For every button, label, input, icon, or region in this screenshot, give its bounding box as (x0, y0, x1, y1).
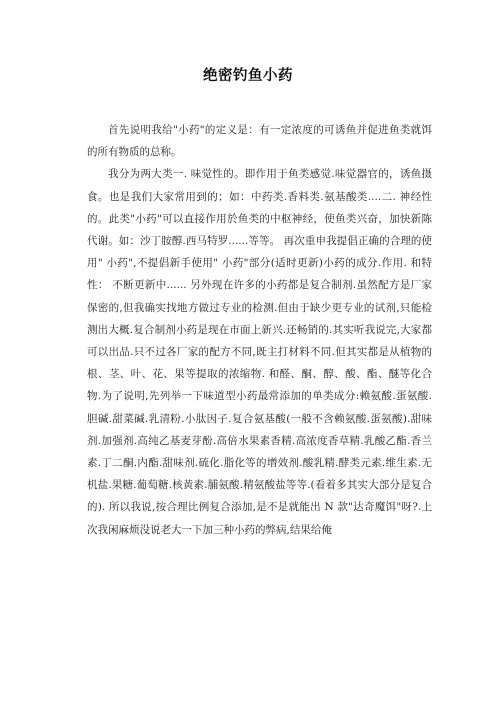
paragraph-definition: 首先说明我给"小药"的定义是：有一定浓度的可诱鱼并促进鱼类就饵的所有物质的总称。 (87, 124, 432, 159)
document-body (87, 119, 432, 541)
document-title: 绝密钓鱼小药 (203, 68, 293, 84)
paragraph-categories: 我分为两大类一. 味觉性的。即作用于鱼类感觉.味觉器官的，诱鱼摄食。也是我们大家常用到的；如：中药类.香料类.氨基酸类....二. 神经性的。此类"小药"可以直接作用於鱼类的中枢神经，使鱼类兴奋，加快新陈代谢。如：沙丁胺醇.西马特罗......等等。 再次重申我提倡正确的合理的使用" 小药",不提倡新手使用" 小药"部分(适时更新)小药的成分.作用. 和特性： 不断更新中...... 另外现在许多的小药都是复合制剂.虽然配方是厂家保密的,但我确实找地方做过专业的检测.但由于缺少更专业的试剂,只能检测出大概.复合制剂小药是现在市面上新兴.还畅销的.其实听我说完,大家都可以出品.只不过各厂家的配方不同,既主打材料不同.但其实都是从植物的根、茎、叶、花、果等提取的浓缩物. 和醛、酮、醇、酸、酯、醚等化合物.为了说明,先列举一下味道型小药最常添加的单类成分:赖氨酸.蛋氨酸. 胆碱.甜菜碱.乳清粉.小肽因子.复合氨基酸(一般不含赖氨酸.蛋氨酸).甜味剂.加强剂.高纯乙基麦芽酚.高倍水果素香精.高浓度香草精.乳酸乙酯.香兰素.丁二酮.内酯.甜味剂.硫化.脂化等的增效剂.酸乳精.酵类元素.维生素.无机盐.果糖.葡萄糖.核黄素.脯氨酸.精氨酸盐等等.(看着多其实大部分是复合的). 所以我说,按合理比例复合添加,是不是就能出 N 款"达奇魔饵"呀?.上次我闲麻烦没说老大一下加三种小药的弊病,结果给俺 (87, 168, 432, 536)
